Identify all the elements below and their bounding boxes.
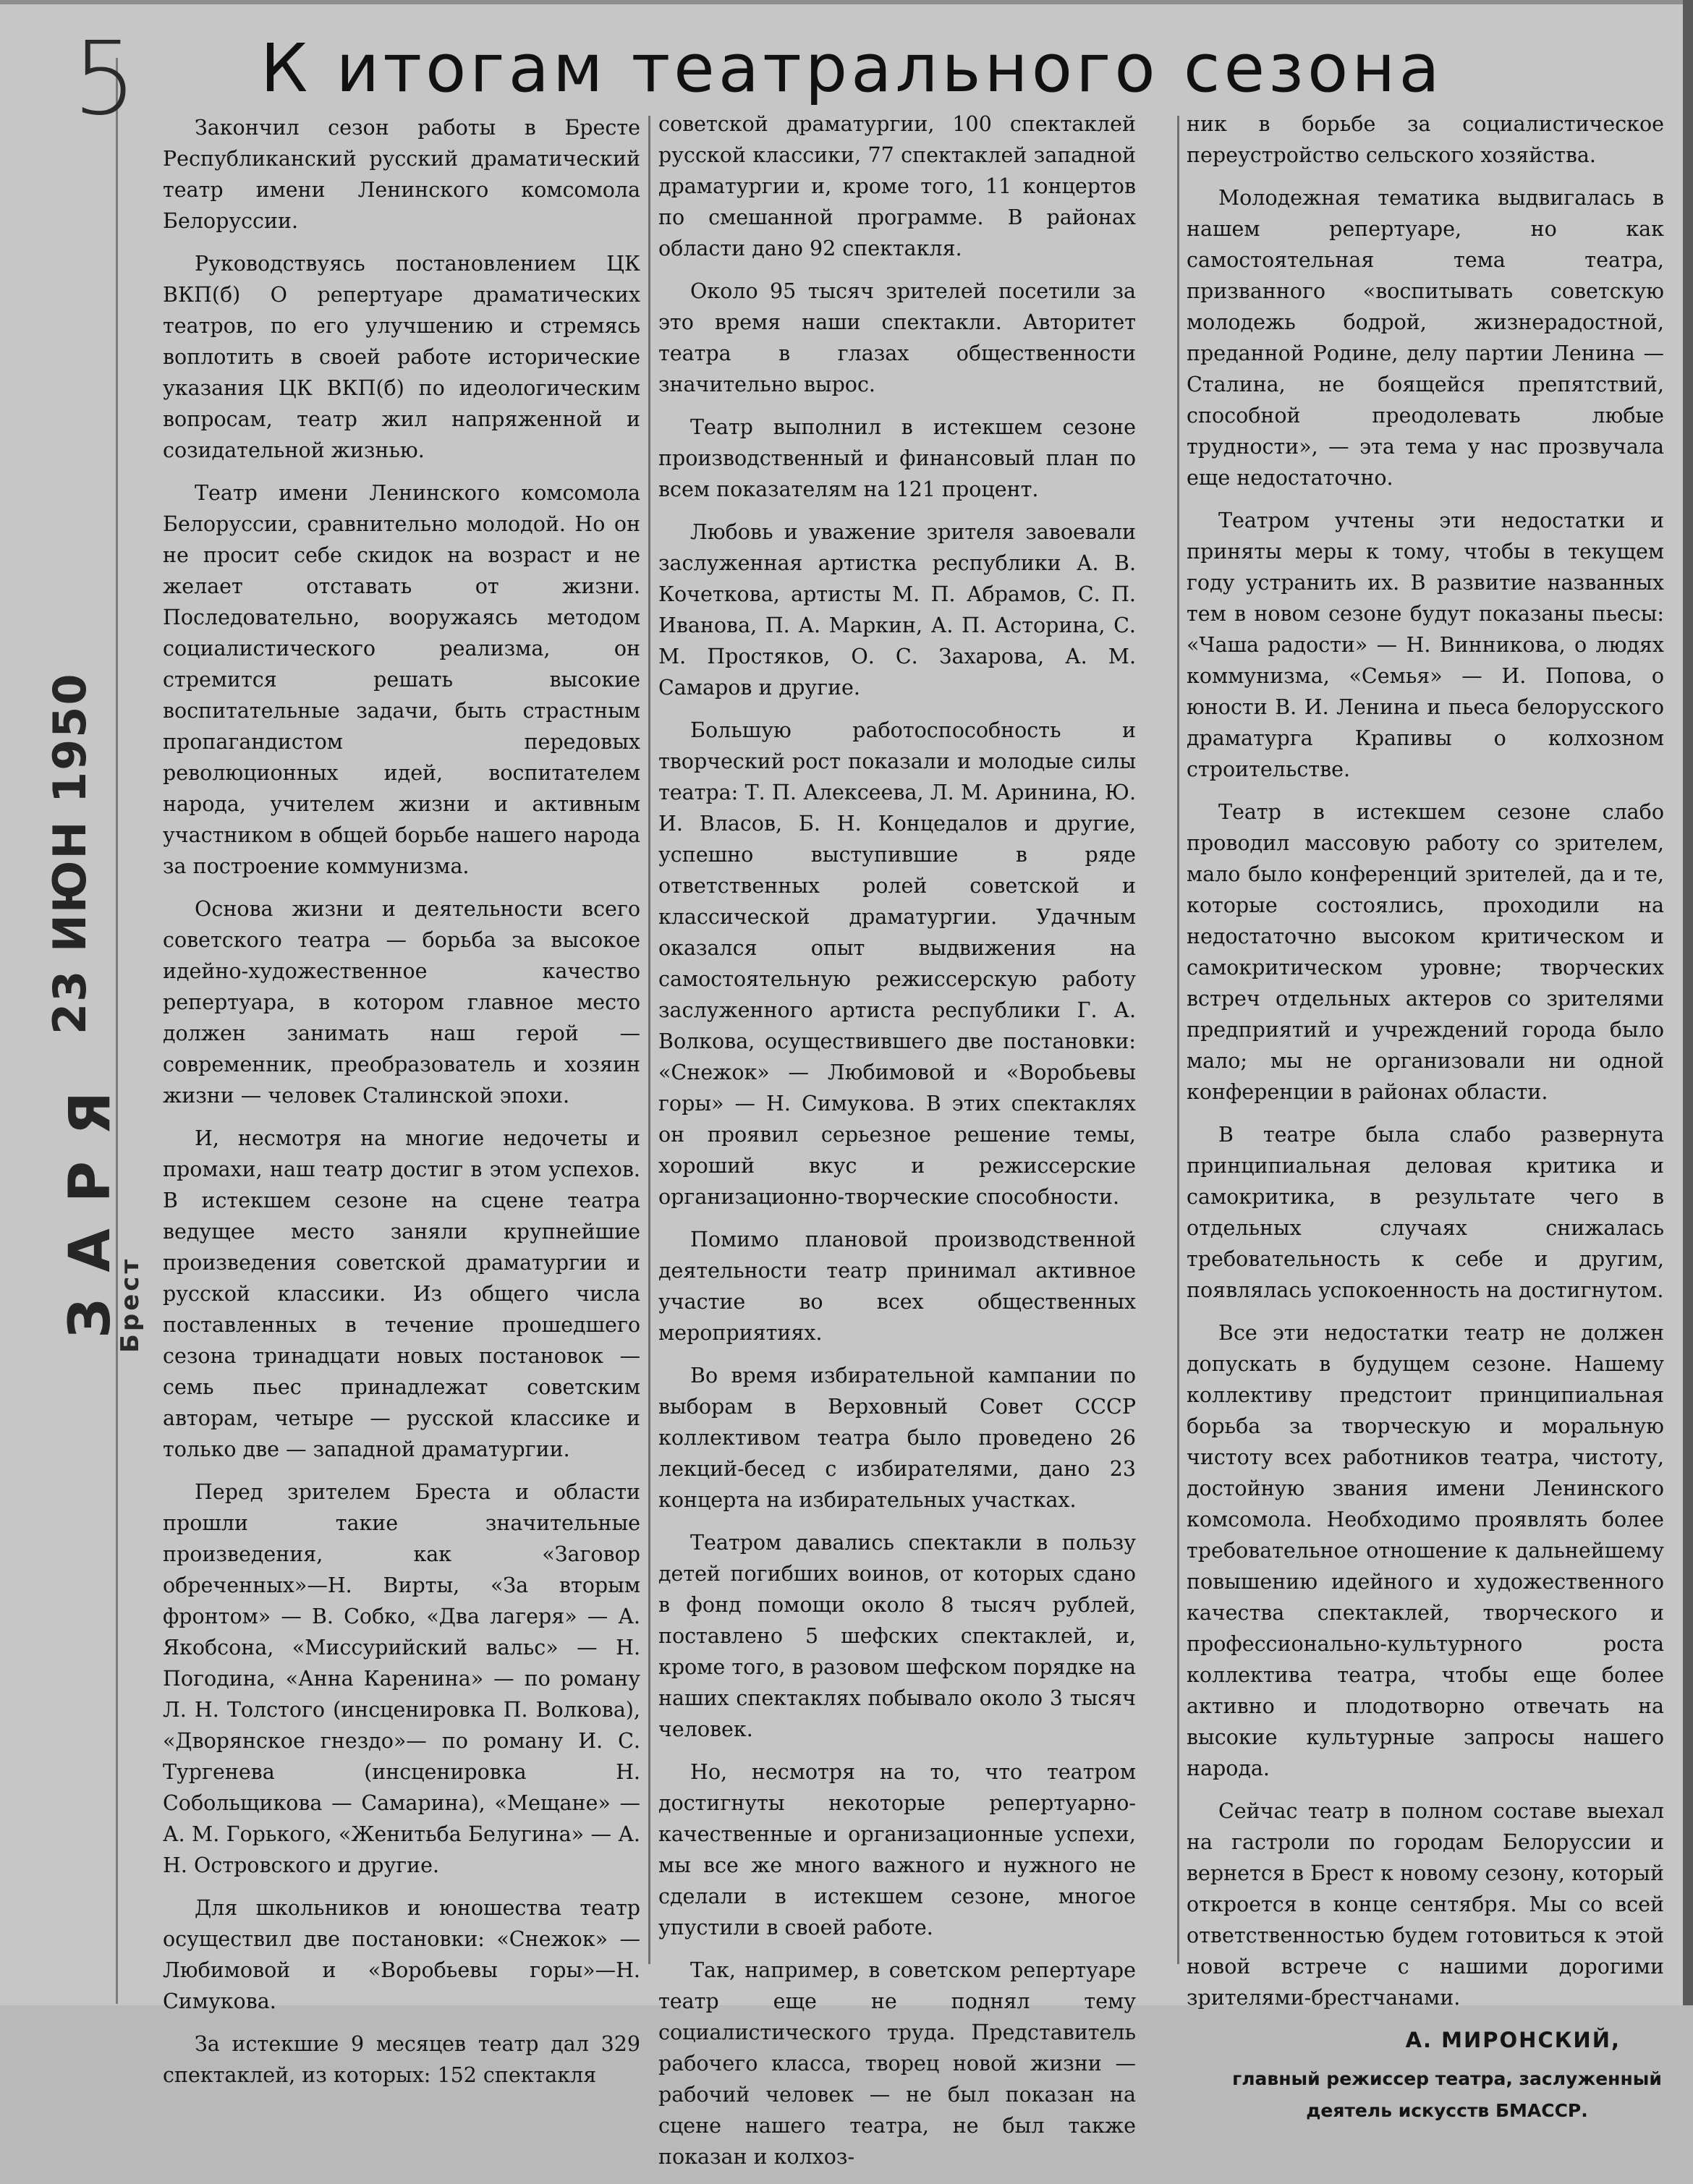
article-column-3 <box>1187 109 1664 2127</box>
paragraph: Во время избирательной кампании по выборам в Верховный Совет СССР коллективом театра было проведено 26 лекций-бесед с избирателями, дано 23 концерта на избирательных участках. <box>658 1364 1136 1512</box>
paragraph: Театром давались спектакли в пользу детей погибших воинов, от которых сдано в фонд помощи около 8 тысяч рублей, поставлено 5 шефских спектаклей, и, кроме того, в разовом шефском порядке на наших спектаклях побывало около 3 тысяч человек. <box>658 1531 1136 1741</box>
archive-stamp <box>36 672 181 1353</box>
paragraph: Руководствуясь постановлением ЦК ВКП(б) О репертуаре драматических театров, по его улучшению и стремясь воплотить в своей работе исторические указания ЦК ВКП(б) по идеологическим вопросам, театр жил напряженной и созидательной жизнью. <box>163 252 640 462</box>
paragraph: И, несмотря на многие недочеты и промахи, наш театр достиг в этом успехов. В истекшем сезоне на сцене театра ведущее место заняли крупнейшие произведения советской драматургии и русской классики. Из общего числа поставленных в течение прошедшего сезона тринадцати новых постановок — семь пьес принадлежат советским авторам, четыре — русской классике и только две — западной драматургии. <box>163 1126 640 1461</box>
paragraph: Театр имени Ленинского комсомола Белоруссии, сравнительно молодой. Но он не просит себе скидок на возраст и не желает отставать от жизни. Последовательно, вооружаясь методом социалистического реализма, он стремится решать высокие воспитательные задачи, быть страстным пропагандистом передовых революционных идей, воспитателем народа, учителем жизни и активным участником в общей борьбе нашего народа за построение коммунизма. <box>163 481 640 878</box>
paragraph: Театр выполнил в истекшем сезоне производственный и финансовый план по всем показателям на 121 процент. <box>658 415 1136 501</box>
paragraph: Театром учтены эти недостатки и приняты меры к тому, чтобы в текущем году устранить их. В развитие названных тем в новом сезоне будут показаны пьесы: «Чаша радости» — Н. Винникова, о людях коммунизма, «Семья» — И. Попова, о юности В. И. Ленина и пьеса белорусского драматурга Крапивы о колхозном строительстве. <box>1187 509 1664 781</box>
handwritten-page-number: 5 <box>72 20 137 138</box>
paragraph: Помимо плановой производственной деятельности театр принимал активное участие во всех общественных мероприятиях. <box>658 1228 1136 1345</box>
article-column-2 <box>658 109 1136 2184</box>
paragraph: Сейчас театр в полном составе выехал на гастроли по городам Белоруссии и вернется в Брест к новому сезону, который откроется в конце сентября. Мы со всей ответственностью будем готовиться к этой новой встрече с нашими дорогими зрителями-брестчанами. <box>1187 1799 1664 2010</box>
paragraph: За истекшие 9 месяцев театр дал 329 спектаклей, из которых: 152 спектакля <box>163 2032 640 2087</box>
paragraph: Но, несмотря на то, что театром достигнуты некоторые репертуарно-качественные и организационные успехи, мы все же много важного и нужного не сделали в истекшем сезоне, многое упустили в своей работе. <box>658 1760 1136 1939</box>
author-title: главный режиссер театра, заслуженный деятель искусств БМАССР. <box>1232 2068 1662 2121</box>
paragraph: Театр в истекшем сезоне слабо проводил массовую работу со зрителем, мало было конференций зрителей, да и те, которые состоялись, проходили на недостаточно высоком критическом и самокритическом уровне; творческих встреч отдельных актеров со зрителями предприятий и учреждений города было мало; мы не организовали ни одной конференции в районах области. <box>1187 800 1664 1104</box>
paragraph: Основа жизни и деятельности всего советского театра — борьба за высокое идейно-художественное качество репертуара, в котором главное место должен занимать наш герой — современник, преобразователь и хозяин жизни — человек Сталинской эпохи. <box>163 897 640 1108</box>
page-top-edge <box>0 0 1693 4</box>
paragraph: Перед зрителем Бреста и области прошли такие значительные произведения, как «Заговор обреченных»—Н. Вирты, «За вторым фронтом» — В. Собко, «Два лагеря» — А. Якобсона, «Миссурийский вальс» — Н. Погодина, «Анна Каренина» — по роману Л. Н. Толстого (инсценировка П. Волкова), «Дворянское гнездо»— по роману И. С. Тургенева (инсценировка Н. Собольщикова — Самарина), «Мещане» — А. М. Горького, «Женитьба Белугина» — А. Н. Островского и другие. <box>163 1480 640 1877</box>
stamp-newspaper-name: ЗАРЯ <box>58 1065 123 1338</box>
paragraph: Большую работоспособность и творческий рост показали и молодые силы театра: Т. П. Алексеева, Л. М. Аринина, Ю. И. Власов, Б. Н. Концедалов и другие, успешно выступившие в ряде ответственных ролей советской и классической драматургии. Удачным оказался опыт выдвижения на самостоятельную режиссерскую работу заслуженного артиста республики Г. А. Волкова, осуществившего две постановки: «Снежок» — Любимовой и «Воробьевы горы» — Н. Симукова. В этих спектаклях он проявил серьезное решение темы, хороший вкус и режиссерские организационно-творческие способности. <box>658 718 1136 1209</box>
column-divider <box>648 116 650 1964</box>
stamp-date: 23 ИЮН 1950 <box>43 672 96 1034</box>
author-name: А. МИРОНСКИЙ, <box>1405 2028 1621 2052</box>
column-divider <box>1177 116 1179 1964</box>
stamp-city: Брест <box>116 1256 145 1353</box>
paragraph: Любовь и уважение зрителя завоевали заслуженная артистка республики А. В. Кочеткова, артисты М. П. Абрамов, С. П. Иванова, П. А. Маркин, А. П. Асторина, С. М. Простяков, О. С. Захарова, А. М. Самаров и другие. <box>658 520 1136 700</box>
page-right-edge <box>1683 0 1693 2005</box>
paragraph: Для школьников и юношества театр осуществил две постановки: «Снежок» — Любимовой и «Воробьевы горы»—Н. Симукова. <box>163 1896 640 2013</box>
paragraph: Все эти недостатки театр не должен допускать в будущем сезоне. Нашему коллективу предстоит принципиальная борьба за творческую и моральную чистоту всех работников театра, чистоту, достойную звания имени Ленинского комсомола. Необходимо проявлять более требовательное отношение к дальнейшему повышению идейного и художественного качества спектаклей, творческого и профессионально-культурного роста коллектива театра, чтобы еще более активно и плодотворно отвечать на высокие культурные запросы нашего народа. <box>1187 1321 1664 1780</box>
paragraph: Молодежная тематика выдвигалась в нашем репертуаре, но как самостоятельная тема театра, призванного «воспитывать советскую молодежь бодрой, жизнерадостной, преданной Родине, делу партии Ленина — Сталина, не боящейся препятствий, способной преодолевать любые трудности», — эта тема у нас прозвучала еще недостаточно. <box>1187 186 1664 490</box>
paragraph: ник в борьбе за социалистическое переустройство сельского хозяйства. <box>1187 112 1664 167</box>
paragraph: Около 95 тысяч зрителей посетили за это время наши спектакли. Авторитет театра в глазах общественности значительно вырос. <box>658 279 1136 396</box>
article-column-1 <box>163 112 640 2102</box>
paragraph: Так, например, в советском репертуаре театр еще не поднял тему социалистического труда. Представитель рабочего класса, творец новой жизни — рабочий человек — не был показан на сцене нашего театра, не был также показан и колхоз- <box>658 1958 1136 2169</box>
article-headline: К итогам театрального сезона <box>260 30 1443 107</box>
paragraph: Закончил сезон работы в Бресте Республиканский русский драматический театр имени Ленинского комсомола Белоруссии. <box>163 116 640 233</box>
paragraph: В театре была слабо развернута принципиальная деловая критика и самокритика, в результате чего в отдельных случаях снижалась требовательность к себе и другим, появлялась успокоенность на достигнутом. <box>1187 1123 1664 1302</box>
paragraph: советской драматургии, 100 спектаклей русской классики, 77 спектаклей западной драматургии и, кроме того, 11 концертов по смешанной программе. В районах области дано 92 спектакля. <box>658 112 1136 260</box>
